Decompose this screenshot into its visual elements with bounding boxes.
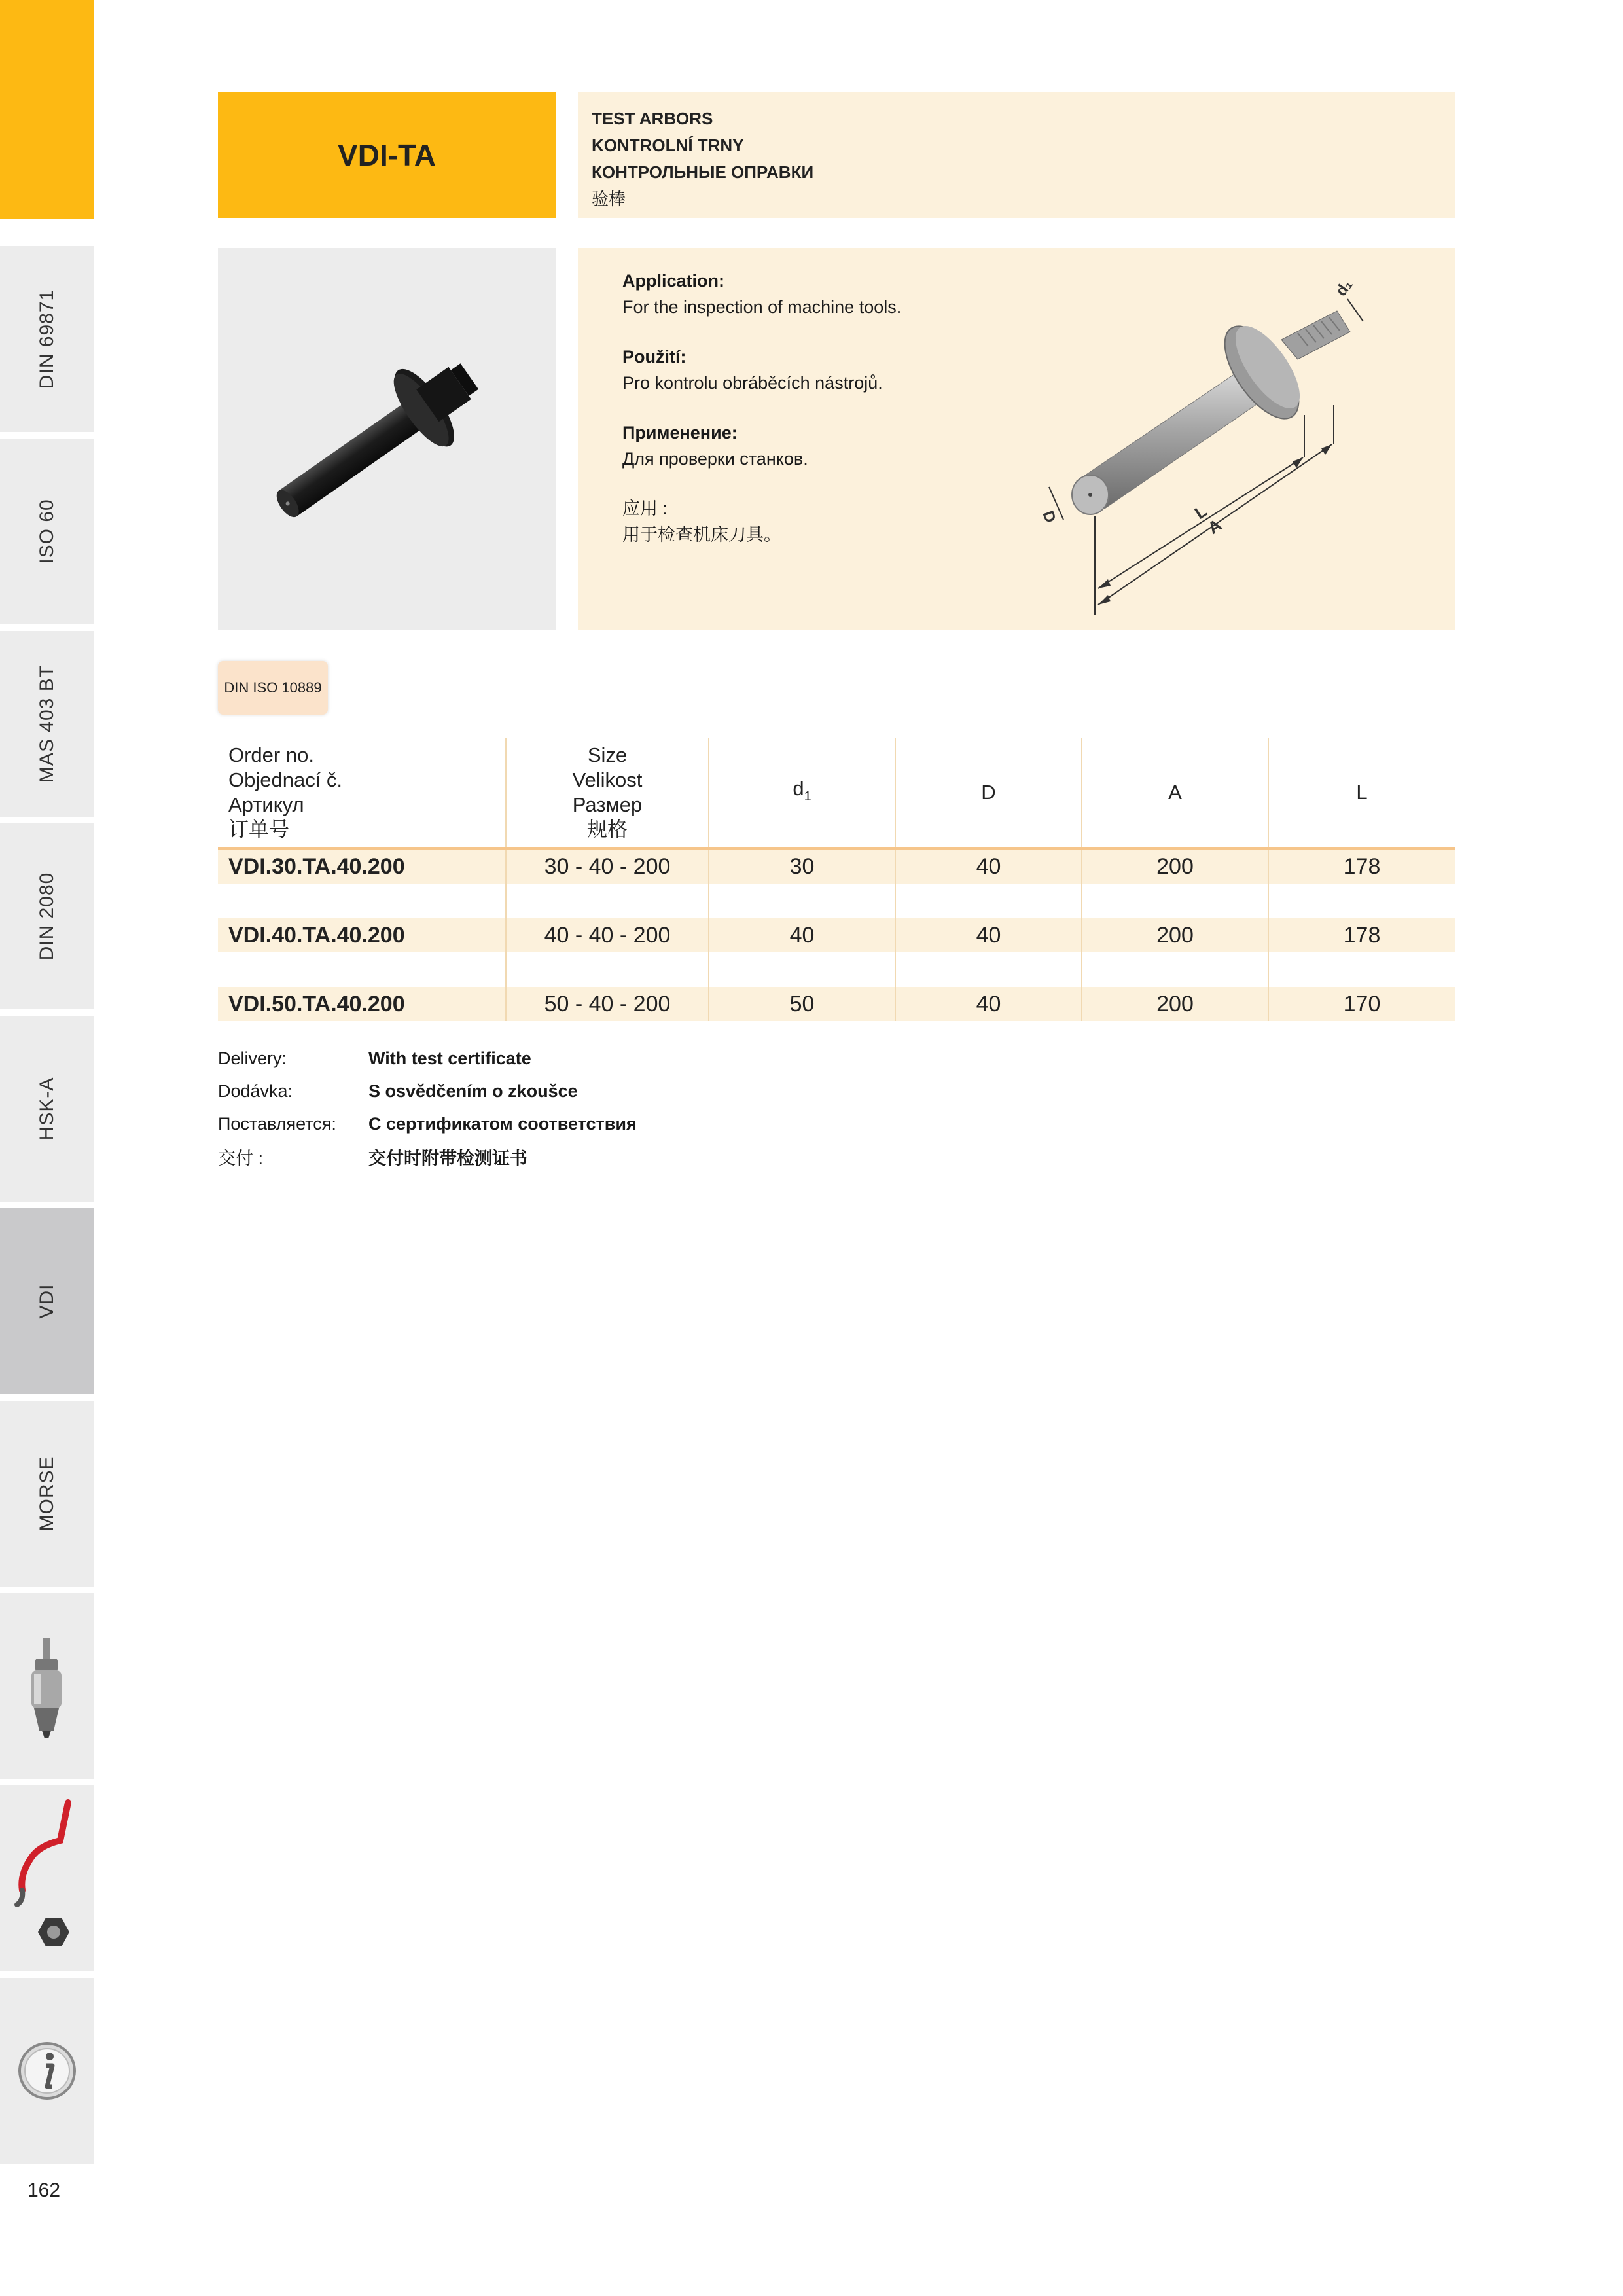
sidebar-tab-iso-60[interactable] <box>0 439 94 627</box>
cell-l: 178 <box>1268 848 1455 884</box>
cell-size: 40 - 40 - 200 <box>506 918 709 952</box>
product-table <box>218 738 1455 1021</box>
cell-d1: 50 <box>709 987 895 1021</box>
dimension-drawing <box>1023 261 1429 628</box>
sidebar-tab-info[interactable] <box>0 1978 94 2166</box>
header-l: L <box>1356 781 1368 804</box>
header-order-ru: Артикул <box>228 793 304 816</box>
cell-d1: 30 <box>709 848 895 884</box>
dimension-label-l: L <box>1190 501 1211 524</box>
delivery-value: S osvědčením o zkoušce <box>368 1081 578 1101</box>
header-size-ru: Размер <box>572 793 643 816</box>
cell-d: 40 <box>895 848 1082 884</box>
delivery-value: With test certificate <box>368 1048 531 1068</box>
cell-order-no: VDI.40.TA.40.200 <box>218 918 506 952</box>
header-d1-label: d <box>793 777 804 800</box>
dimension-label-d: D <box>1039 508 1060 526</box>
cell-size: 50 - 40 - 200 <box>506 987 709 1021</box>
delivery-row-ru <box>218 1107 637 1140</box>
header-size-cz: Velikost <box>572 768 643 791</box>
sidebar-tab-vdi[interactable] <box>0 1208 94 1397</box>
header-size <box>506 738 709 848</box>
table-spacer-row <box>218 952 1455 987</box>
application-text-cz: Pro kontrolu obráběcích nástrojů. <box>622 373 883 393</box>
product-name-block <box>578 92 1455 218</box>
application-text <box>622 268 1028 571</box>
delivery-info <box>218 1042 637 1173</box>
cell-order-no: VDI.30.TA.40.200 <box>218 848 506 884</box>
cell-a: 200 <box>1082 848 1268 884</box>
header-d1-subscript: 1 <box>804 789 812 804</box>
application-text-cn: 用于检查机床刀具。 <box>622 525 781 545</box>
sidebar-tab-label: DIN 69871 <box>35 289 58 389</box>
subtitle-cn: 验棒 <box>592 189 626 209</box>
header-order-en: Order no. <box>228 744 314 766</box>
sidebar-tab-label: VDI <box>35 1283 58 1319</box>
cell-l: 170 <box>1268 987 1455 1021</box>
cell-d1: 40 <box>709 918 895 952</box>
drill-chuck-icon <box>0 1593 94 1779</box>
delivery-value: С сертификатом соответствия <box>368 1113 637 1134</box>
header-a: A <box>1082 738 1268 848</box>
cell-order-no: VDI.50.TA.40.200 <box>218 987 506 1021</box>
sidebar-tab-morse[interactable] <box>0 1401 94 1589</box>
table-header-row <box>218 738 1455 848</box>
application-text-en: For the inspection of machine tools. <box>622 297 902 317</box>
wrench-and-nut-icon <box>0 1785 94 1971</box>
header-d1 <box>709 738 895 848</box>
delivery-key: Delivery: <box>218 1048 287 1068</box>
cell-a: 200 <box>1082 987 1268 1021</box>
dimension-label-a: A <box>1204 514 1226 539</box>
page-title: VDI-TA <box>218 92 556 218</box>
page-number: 162 <box>27 2179 61 2201</box>
sidebar-tab-label: HSK-A <box>35 1077 58 1141</box>
application-text-ru: Для проверки станков. <box>622 449 808 469</box>
header-order-cz: Objednací č. <box>228 768 343 791</box>
sidebar-tab-label: DIN 2080 <box>35 872 58 961</box>
table-row <box>218 918 1455 952</box>
sidebar-tab-label: MORSE <box>35 1456 58 1532</box>
delivery-row-cz <box>218 1075 637 1107</box>
application-label-cz: Použití: <box>622 347 687 367</box>
delivery-row-en <box>218 1042 637 1075</box>
sidebar-accent-block <box>0 0 94 219</box>
delivery-key: 交付 : <box>218 1148 264 1168</box>
application-label-cn: 应用 : <box>622 499 668 518</box>
table-row <box>218 848 1455 884</box>
header-size-cn: 规格 <box>587 818 628 841</box>
delivery-value: 交付时附带检测证书 <box>368 1148 527 1168</box>
header-d: D <box>895 738 1082 848</box>
application-panel <box>578 248 1455 630</box>
application-label-en: Application: <box>622 271 724 291</box>
sidebar-tab-accessories[interactable] <box>0 1785 94 1974</box>
delivery-key: Поставляется: <box>218 1113 336 1134</box>
header-size-en: Size <box>587 744 628 766</box>
cell-l: 178 <box>1268 918 1455 952</box>
sidebar-tab-din-2080[interactable] <box>0 823 94 1012</box>
header-order-no <box>218 738 506 848</box>
subtitle-ru: КОНТРОЛЬНЫЕ ОПРАВКИ <box>592 162 814 182</box>
application-label-ru: Применение: <box>622 423 738 442</box>
subtitle-en: TEST ARBORS <box>592 109 713 128</box>
delivery-row-cn <box>218 1140 637 1173</box>
dimension-label-d1: d₁ <box>1332 276 1357 300</box>
sidebar-tab-mas-403-bt[interactable] <box>0 631 94 819</box>
delivery-key: Dodávka: <box>218 1081 293 1101</box>
cell-a: 200 <box>1082 918 1268 952</box>
subtitle-cz: KONTROLNÍ TRNY <box>592 135 744 155</box>
table-row <box>218 987 1455 1021</box>
sidebar-tab-label: MAS 403 BT <box>35 664 58 783</box>
table-spacer-row <box>218 884 1455 918</box>
info-icon <box>0 1978 94 2164</box>
sidebar-tab-hsk-a[interactable] <box>0 1016 94 1204</box>
cell-size: 30 - 40 - 200 <box>506 848 709 884</box>
sidebar-tab-din-69871[interactable] <box>0 246 94 435</box>
cell-d: 40 <box>895 987 1082 1021</box>
header-order-cn: 订单号 <box>228 818 289 841</box>
standard-badge: DIN ISO 10889 <box>218 661 328 715</box>
sidebar-tab-label: ISO 60 <box>35 499 58 564</box>
sidebar-tab-drill-chuck[interactable] <box>0 1593 94 1782</box>
product-photo <box>218 248 556 630</box>
test-arbor-photo <box>218 248 556 630</box>
cell-d: 40 <box>895 918 1082 952</box>
